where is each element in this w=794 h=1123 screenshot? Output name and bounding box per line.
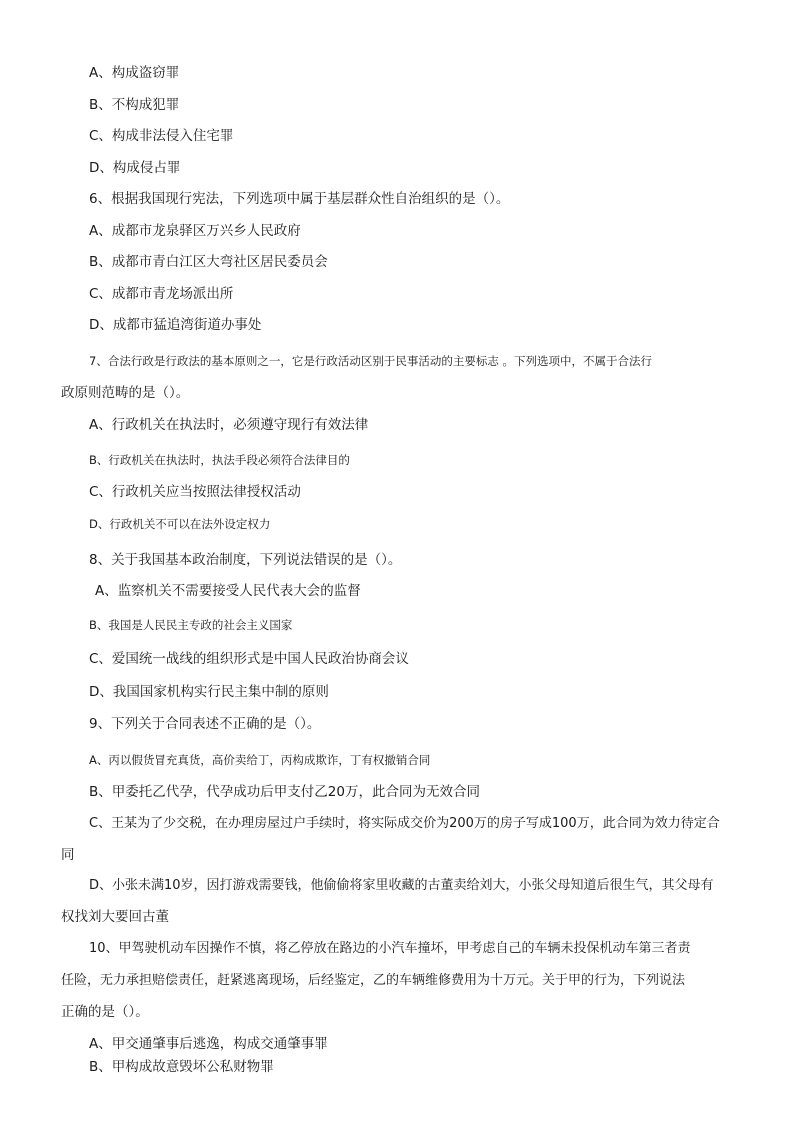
q5-option-b: B、不构成犯罪 xyxy=(89,97,180,113)
q8-option-b: B、我国是人民民主专政的社会主义国家 xyxy=(89,618,293,632)
q9-option-a: A、丙以假货冒充真货，高价卖给丁，丙构成欺诈，丁有权撤销合同 xyxy=(89,753,431,767)
q7-option-b: B、行政机关在执法时，执法手段必须符合法律目的 xyxy=(89,453,350,467)
q9-option-b: B、甲委托乙代孕，代孕成功后甲支付乙20万，此合同为无效合同 xyxy=(89,784,480,800)
q7-stem-line2: 政原则范畴的是（）。 xyxy=(61,385,190,401)
q5-option-a: A、构成盗窃罪 xyxy=(89,65,180,81)
q9-option-d-line2: 权找刘大要回古董 xyxy=(61,909,169,925)
q9-option-c-line1: C、王某为了少交税，在办理房屋过户手续时，将实际成交价为200万的房子写成100万，此合同为效力待定合 xyxy=(89,816,720,831)
q10-stem-line3: 正确的是（）。 xyxy=(61,1004,149,1020)
q10-stem-line2: 任险，无力承担赔偿责任，赶紧逃离现场，后经鉴定，乙的车辆维修费用为十万元。关于甲的行为，下列说法 xyxy=(61,973,686,988)
q6-option-a: A、成都市龙泉驿区万兴乡人民政府 xyxy=(89,223,301,239)
q8-option-d: D、我国国家机构实行民主集中制的原则 xyxy=(89,684,329,700)
q10-option-b: B、甲构成故意毁坏公私财物罪 xyxy=(89,1059,274,1075)
q9-stem: 9、下列关于合同表述不正确的是（）。 xyxy=(89,716,321,732)
q7-option-d: D、行政机关不可以在法外设定权力 xyxy=(89,517,271,531)
q9-option-d-line1: D、小张未满10岁，因打游戏需要钱，他偷偷将家里收藏的古董卖给刘大，小张父母知道后很生气，其父母有 xyxy=(89,878,714,893)
q10-option-a: A、甲交通肇事后逃逸，构成交通肇事罪 xyxy=(89,1036,328,1052)
q5-option-c: C、构成非法侵入住宅罪 xyxy=(89,128,234,144)
q10-stem-line1: 10、甲驾驶机动车因操作不慎，将乙停放在路边的小汽车撞坏，甲考虑自己的车辆未投保机动车第三者责 xyxy=(89,941,691,956)
q5-option-d: D、构成侵占罪 xyxy=(89,160,181,176)
q6-stem: 6、根据我国现行宪法，下列选项中属于基层群众性自治组织的是（）。 xyxy=(89,191,510,207)
q7-option-a: A、行政机关在执法时，必须遵守现行有效法律 xyxy=(89,417,369,433)
q8-option-c: C、爱国统一战线的组织形式是中国人民政治协商会议 xyxy=(89,651,409,667)
q8-stem: 8、关于我国基本政治制度，下列说法错误的是（）。 xyxy=(89,552,402,568)
q6-option-b: B、成都市青白江区大弯社区居民委员会 xyxy=(89,254,328,270)
q7-option-c: C、行政机关应当按照法律授权活动 xyxy=(89,484,301,500)
q8-option-a: A、监察机关不需要接受人民代表大会的监督 xyxy=(95,583,361,599)
q6-option-d: D、成都市猛追湾街道办事处 xyxy=(89,317,262,333)
q9-option-c-line2: 同 xyxy=(61,847,75,863)
q6-option-c: C、成都市青龙场派出所 xyxy=(89,286,234,302)
q7-stem-line1: 7、合法行政是行政法的基本原则之一，它是行政活动区别于民事活动的主要标志 。下列选项中，不属于合法行 xyxy=(89,354,652,368)
